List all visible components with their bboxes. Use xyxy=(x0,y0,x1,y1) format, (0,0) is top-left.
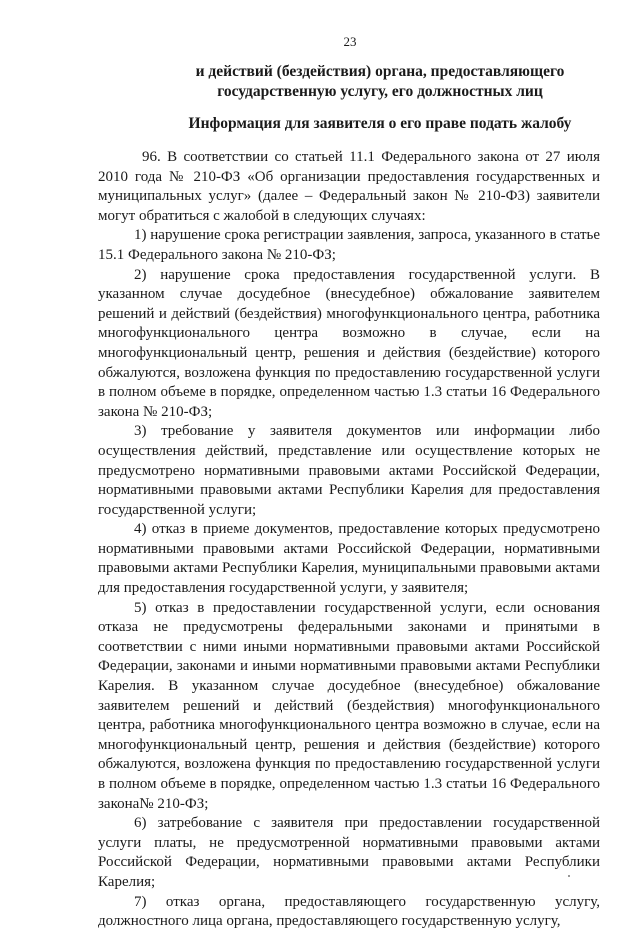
list-item-2: 2) нарушение срока предоставления государственной услуги. В указанном случае досудебное (внесудебное) обжалование заявителем решений и действий (бездействия) многофункционального центра, работника многофункционального центра возможно в случае, если на многофункциональный центр, решения и действия (бездействие) которого обжалуются, возложена функция по предоставлению государственной услуги в полном объеме в порядке, определенном частью 1.3 статьи 16 Федерального закона № 210-ФЗ; xyxy=(98,266,600,420)
subsection-heading: Информация для заявителя о его праве подать жалобу xyxy=(188,115,572,132)
document-body xyxy=(98,148,600,932)
list-item-6: 6) затребование с заявителя при предоставлении государственной услуги платы, не предусмотренной нормативными правовыми актами Российской Федерации, нормативными правовыми актами Республики Карелия; xyxy=(98,815,600,890)
list-item-7: 7) отказ органа, предоставляющего государственную услугу, должностного лица органа, предоставляющего государственную услугу, xyxy=(98,893,600,930)
page-number: 23 xyxy=(343,34,357,49)
list-item-1: 1) нарушение срока регистрации заявления, запроса, указанного в статье 15.1 Федерального закона № 210-ФЗ; xyxy=(98,227,600,263)
list-item-4: 4) отказ в приеме документов, предоставление которых предусмотрено нормативными правовыми актами Российской Федерации, нормативными правовыми актами Республики Карелия, муниципальными правовыми актами для предоставления государственной услуги, у заявителя; xyxy=(98,521,600,597)
list-item-5: 5) отказ в предоставлении государственной услуги, если основания отказа не предусмотрены федеральными законами и принятыми в соответствии с ними иными нормативными правовыми актами Российской Федерации, законами и иными нормативными правовыми актами Республики Карелия. В указанном случае досудебное (внесудебное) обжалование заявителем решений и действий (бездействия) многофункционального центра, работника многофункционального центра возможно в случае, если на многофункциональный центр, решения и действия (бездействие) которого обжалуются, возложена функция по предоставлению государственной услуги в полном объеме в порядке, определенном частью 1.3 статьи 16 Федерального закона№ 210-ФЗ; xyxy=(98,599,600,812)
scan-speck xyxy=(568,875,570,877)
section-heading: и действий (бездействия) органа, предоставляющего государственную услугу, его должностных лиц xyxy=(195,63,565,100)
list-item-3: 3) требование у заявителя документов или информации либо осуществления действий, представление или осуществление которых не предусмотрено нормативными правовыми актами Российской Федерации, нормативными правовыми актами Республики Карелия для предоставления государственной услуги; xyxy=(98,423,600,518)
paragraph-96: 96. В соответствии со статьей 11.1 Федерального закона от 27 июля 2010 года № 210-ФЗ «Об организации предоставления государственных и муниципальных услуг» (далее – Федеральный закон № 210-ФЗ) заявители могут обратиться с жалобой в следующих случаях: xyxy=(98,149,600,224)
